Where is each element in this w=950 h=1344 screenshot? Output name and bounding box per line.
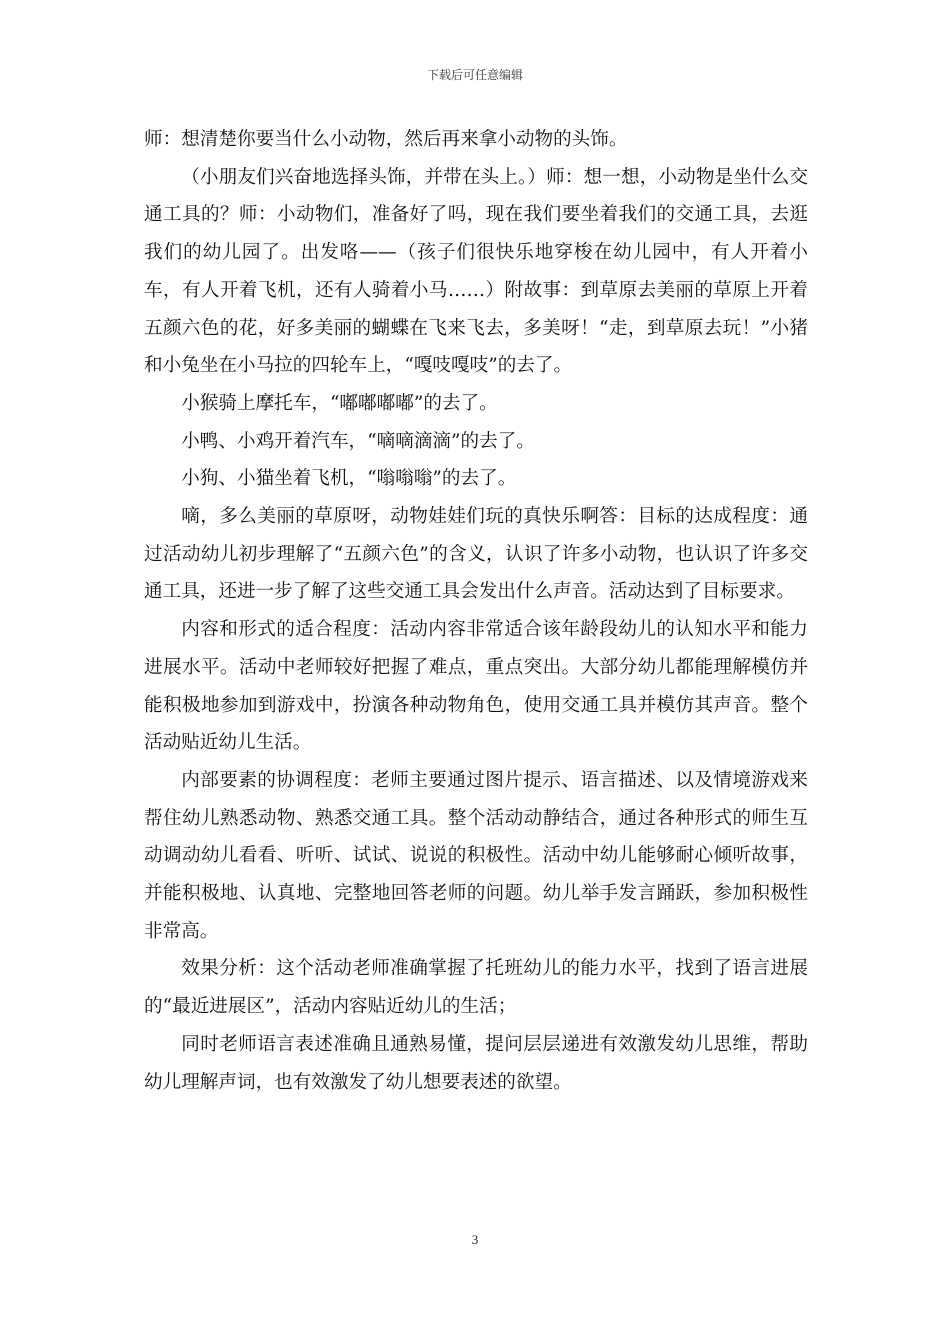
page-header: 下载后可任意编辑 <box>426 68 523 82</box>
paragraph: 小狗、小猫坐着飞机，“嗡嗡嗡”的去了。 <box>181 468 517 490</box>
paragraph: 师：想清楚你要当什么小动物，然后再来拿小动物的头饰。 <box>144 129 628 150</box>
paragraph: （小朋友们兴奋地选择头饰，并带在头上。）师：想一想，小动物是坐什么交通工具的？师：小动物们，准备好了吗，现在我们要坐着我们的交通工具，去逛我们的幼儿园了。出发咯——（孩子们很快乐地穿梭在幼儿园中，有人开着小车，有人开着飞机，还有人骑着小马……）附故事：到草原去美丽的草原上开着五颜六色的花，好多美丽的蝴蝶在飞来飞去，多美呀！“走，到草原去玩！”小猪和小兔坐在小马拉的四轮车上，“嘎吱嘎吱”的去了。 <box>144 166 808 377</box>
document-body <box>144 121 808 1101</box>
paragraph: 小鸭、小鸡开着汽车，“嘀嘀滴滴”的去了。 <box>181 430 535 452</box>
paragraph: 嘀，多么美丽的草原呀，动物娃娃们玩的真快乐啊答：目标的达成程度：通过活动幼儿初步理解了“五颜六色”的含义，认识了许多小动物，也认识了许多交通工具，还进一步了解了这些交通工具会发出什么声音。活动达到了目标要求。 <box>144 506 808 603</box>
paragraph: 同时老师语言表述准确且通熟易懂，提问层层递进有效激发幼儿思维，帮助幼儿理解声词，也有效激发了幼儿想要表述的欲望。 <box>144 1033 808 1093</box>
paragraph: 效果分析：这个活动老师准确掌握了托班幼儿的能力水平，找到了语言进展的“最近进展区”，活动内容贴近幼儿的生活； <box>144 958 808 1018</box>
paragraph: 内容和形式的适合程度：活动内容非常适合该年龄段幼儿的认知水平和能力进展水平。活动中老师较好把握了难点，重点突出。大部分幼儿都能理解模仿并能积极地参加到游戏中，扮演各种动物角色，使用交通工具并模仿其声音。整个活动贴近幼儿生活。 <box>144 619 808 754</box>
page-number: 3 <box>471 1232 479 1247</box>
paragraph: 小猴骑上摩托车，“嘟嘟嘟嘟”的去了。 <box>181 392 498 414</box>
paragraph: 内部要素的协调程度：老师主要通过图片提示、语言描述、以及情境游戏来帮住幼儿熟悉动物、熟悉交通工具。整个活动动静结合，通过各种形式的师生互动调动幼儿看看、听听、试试、说说的积极性。活动中幼儿能够耐心倾听故事，并能积极地、认真地、完整地回答老师的问题。幼儿举手发言踊跃，参加积极性非常高。 <box>144 769 808 942</box>
